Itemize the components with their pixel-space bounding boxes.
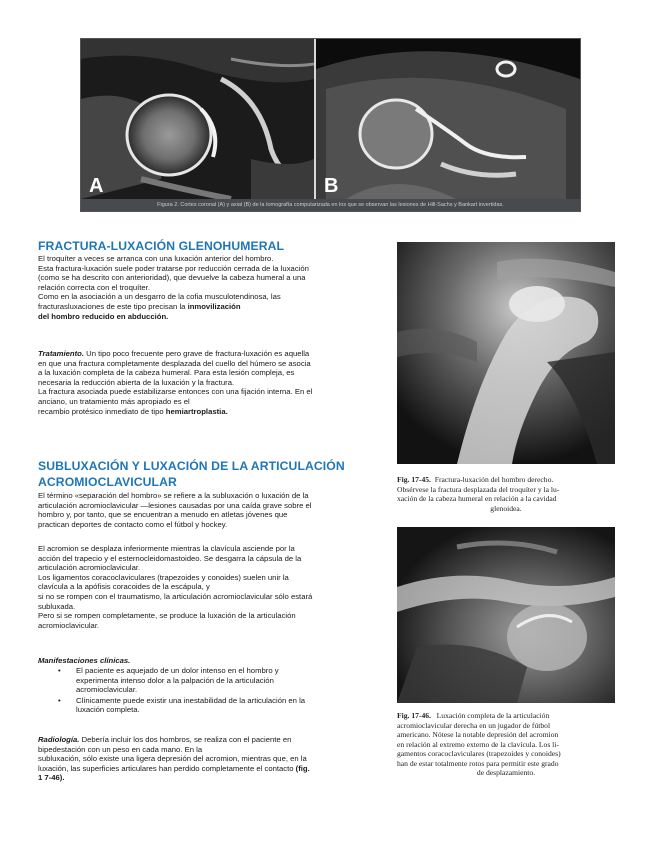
tratamiento-label: Tratamiento. <box>38 349 84 358</box>
ct-label-a: A <box>89 175 104 197</box>
radiologia-paragraph <box>38 735 394 783</box>
list-item <box>58 666 388 695</box>
ct-figure-caption: Figura 2. Cortes coronal (A) y axial (B) de la tomografía computarizada en los que se observan las lesiones de Hill-Sachs y Bankart invertidas. <box>81 199 580 211</box>
tratamiento-paragraph <box>38 349 394 416</box>
text-line: El troquíter a veces se arranca con una luxación anterior del hombro. <box>38 254 274 263</box>
text-line <box>38 773 394 783</box>
text-line: acción del trapecio y el esternocleidomastoideo. Se desgarra la cápsula de la <box>38 553 302 563</box>
text-line: necesaria la reducción abierta de la luxación y la fractura. <box>38 377 235 387</box>
manifestaciones-label-row <box>38 656 394 666</box>
text-line <box>38 764 394 774</box>
text-line <box>38 349 394 359</box>
text-line: practican deportes de contacto como el fútbol y hockey. <box>38 519 228 529</box>
text-line: El término «separación del hombro» se refiere a la subluxación o luxación de la <box>38 491 309 500</box>
text-line <box>38 312 394 322</box>
bullet-icon: • <box>58 695 61 705</box>
text-line: a la luxación completa de la cabeza humeral. Para esta lesión compleja, es <box>38 368 295 378</box>
section-title-fractura: FRACTURA-LUXACIÓN GLENOHUMERAL <box>38 239 285 253</box>
caption-line: acromioclavicular derecha en un jugador de fútbol <box>397 720 551 730</box>
section-title-subluxacion <box>38 458 398 490</box>
list-item <box>58 696 388 715</box>
text-line: El acromion se desplaza inferiormente mientras la clavícula asciende por la <box>38 544 295 553</box>
bold-term: hemiartroplastia. <box>165 406 228 416</box>
text-line: luxación completa. <box>76 705 140 715</box>
text-line: articulación acromioclavicular. <box>38 563 141 573</box>
text-line: anciano, un tratamiento más apropiado es el <box>38 396 190 406</box>
title-line: SUBLUXACIÓN Y LUXACIÓN DE LA ARTICULACIÓN <box>38 459 345 473</box>
text-line: Esta fractura-luxación suele poder tratarse por reducción cerrada de la luxación <box>38 263 309 273</box>
text-line: relación correcta con el troquíter. <box>38 282 150 292</box>
text-line: hombro y, por tanto, que se encuentran a menudo en atletas jóvenes que <box>38 510 288 520</box>
caption-line: de desplazamiento. <box>476 768 536 777</box>
text-line: Pero si se rompen completamente, se produce la luxación de la articulación <box>38 611 296 621</box>
text-line: Los ligamentos coracoclaviculares (trapezoides y conoides) suelen unir la <box>38 572 289 582</box>
text-line: El paciente es aquejado de un dolor intenso en el hombro y <box>76 666 279 675</box>
text-line: acromioclavicular. <box>76 685 138 695</box>
figure-label: Fig. 17-45. <box>397 475 431 484</box>
figure-caption-17-45 <box>397 475 615 513</box>
text-line: bipedestación con un peso en cada mano. En la <box>38 744 203 754</box>
caption-line <box>397 475 615 485</box>
text-line: Como en la asociación a un desgarro de la cofia musculotendinosa, las <box>38 292 281 302</box>
figure-reference: 1 7-46). <box>38 773 65 783</box>
text-line: en que una fractura completamente desplazada del cuello del húmero se asocia <box>38 358 311 368</box>
text-line: articulación acromioclavicular —lesiones causadas por una caída grave sobre el <box>38 500 312 510</box>
bold-term: del hombro reducido en abducción. <box>38 311 169 321</box>
text-line: clavícula a la apófisis coracoides de la escápula, y <box>38 582 210 592</box>
text-line: subluxación, sólo existe una ligera depresión del acromion, mientras que, en la <box>38 754 307 764</box>
ct-label-b: B <box>324 175 339 197</box>
text-line: Clínicamente puede existir una inestabilidad de la articulación en la <box>76 695 306 705</box>
manifestaciones-list <box>58 666 388 715</box>
ct-figure <box>80 38 581 212</box>
text-fragment: Luxación completa de la articulación <box>436 711 550 720</box>
text-line <box>38 735 394 745</box>
text-fragment: recambio protésico inmediato de tipo <box>38 406 166 416</box>
text-line: acromioclavicular. <box>38 620 100 630</box>
caption-line <box>397 711 615 721</box>
caption-line: en relación al extremo externo de la clavícula. Los li- <box>397 739 559 749</box>
xray-figure-17-46 <box>397 527 615 703</box>
text-line: La fractura asociada puede estabilizarse entonces con una fijación interna. En el <box>38 387 313 397</box>
text-fragment: Un tipo poco frecuente pero grave de fractura-luxación es aquella <box>84 349 310 358</box>
ct-axial-image <box>316 39 580 199</box>
text-line: experimenta intenso dolor a la palpación de la articulación <box>76 675 274 685</box>
text-line: (como se ha descrito con anterioridad), que devuelve la cabeza humeral a una <box>38 273 306 283</box>
text-line: subluxada. <box>38 601 76 611</box>
caption-line: americano. Nótese la notable depresión del acromion <box>397 730 559 739</box>
text-fragment: Debería incluir los dos hombros, se realiza con el paciente en <box>79 735 292 744</box>
caption-line: gamentos coracoclaviculares (trapezoides y conoides) <box>397 749 561 758</box>
bold-term: inmovilización <box>187 301 241 311</box>
radiologia-label: Radiología. <box>38 735 80 744</box>
figure-label: Fig. 17-46. <box>397 711 431 720</box>
section2-paragraph-2 <box>38 544 394 630</box>
caption-line: glenoidea. <box>490 503 522 513</box>
xray-figure-17-45 <box>397 242 615 464</box>
manifestaciones-label: Manifestaciones clínicas. <box>38 656 131 665</box>
bullet-icon: • <box>58 666 61 675</box>
caption-line: xación de la cabeza humeral en relación a la cavidad <box>397 494 557 503</box>
text-fragment: Fractura-luxación del hombro derecho. <box>434 475 554 484</box>
caption-line: han de estar totalmente rotos para permitir este grado <box>397 758 559 768</box>
ct-coronal-image <box>81 39 314 199</box>
figure-caption-17-46 <box>397 711 615 778</box>
text-fragment: luxación, las superficies articulares han perdido completamente el contacto <box>38 763 296 773</box>
text-fragment: fracturasluxaciones de este tipo precisan la <box>38 301 188 311</box>
section2-paragraph-1 <box>38 491 394 529</box>
text-line <box>38 407 394 417</box>
text-line: si no se rompen con el traumatismo, la articulación acromioclavicular sólo estará <box>38 591 313 601</box>
figure-reference: (fig. <box>295 763 310 773</box>
title-line: ACROMIOCLAVICULAR <box>38 475 177 489</box>
section1-body <box>38 254 394 321</box>
caption-line: Obsérvese la fractura desplazada del troquíter y la lu- <box>397 484 560 494</box>
text-line <box>38 302 394 312</box>
